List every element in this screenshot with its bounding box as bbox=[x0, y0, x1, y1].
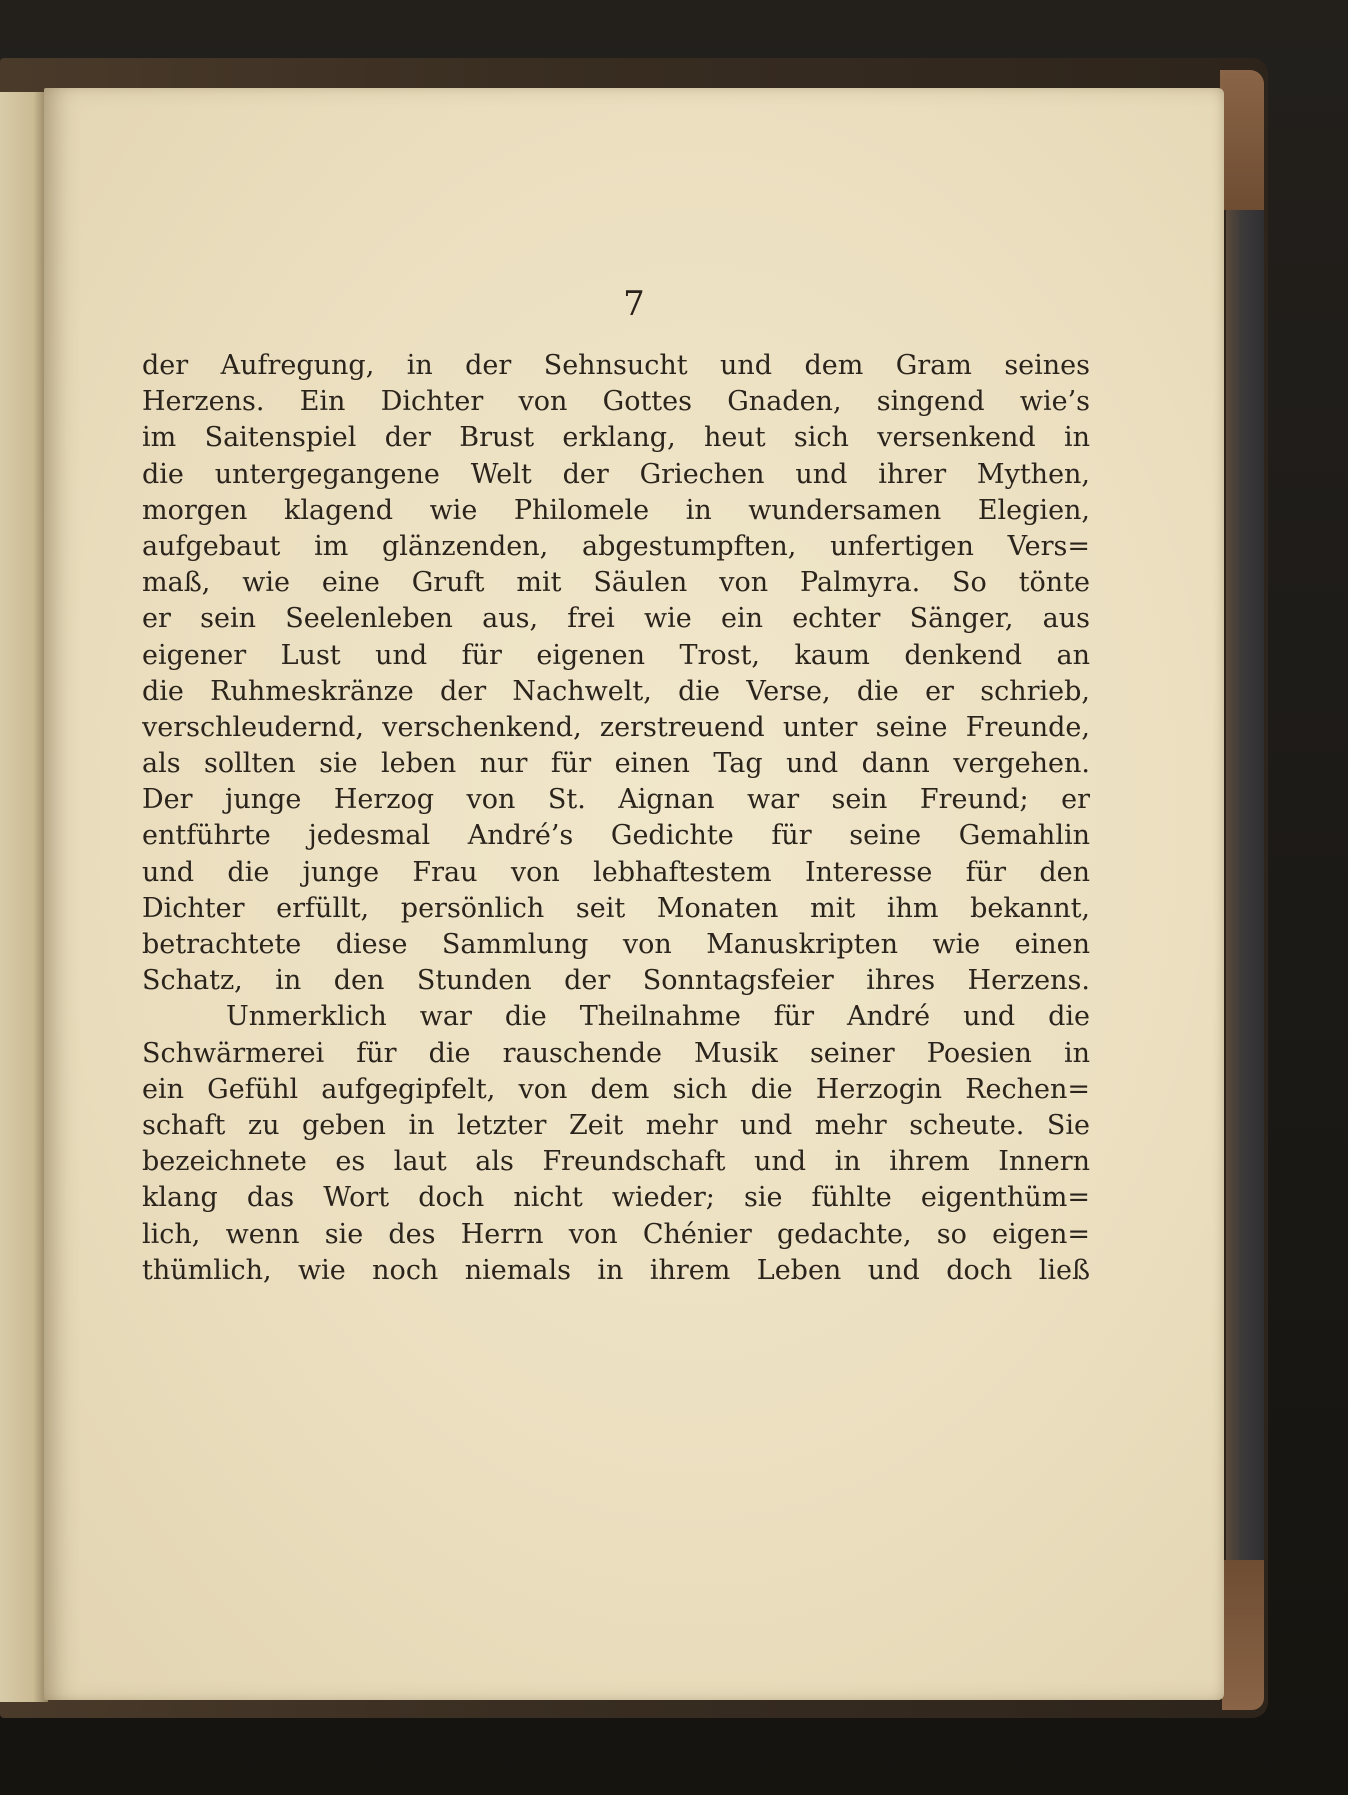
text-line: verschleudernd, verschenkend, zerstreuend unter seine Freunde, bbox=[142, 711, 1090, 743]
text-line: eigener Lust und für eigenen Trost, kaum denkend an bbox=[142, 639, 1090, 671]
text-line: betrachtete diese Sammlung von Manuskripten wie einen bbox=[142, 929, 1090, 960]
text-line: Unmerklich war die Theilnahme für André und die bbox=[226, 1001, 1090, 1033]
text-line: die untergegangene Welt der Griechen und ihrer Mythen, bbox=[142, 458, 1090, 490]
leather-corner-top bbox=[1220, 70, 1264, 210]
text-line: Der junge Herzog von St. Aignan war sein Freund; er bbox=[142, 784, 1090, 816]
book-page bbox=[44, 88, 1224, 1700]
text-line: morgen klagend wie Philomele in wundersamen Elegien, bbox=[142, 494, 1090, 526]
text-line: ein Gefühl aufgegipfelt, von dem sich die Herzogin Rechen= bbox=[142, 1073, 1090, 1105]
page-number: 7 bbox=[623, 284, 645, 324]
text-line: Dichter erfüllt, persönlich seit Monaten mit ihm bekannt, bbox=[142, 892, 1090, 924]
text-line: thümlich, wie noch niemals in ihrem Leben und doch ließ bbox=[142, 1254, 1090, 1286]
text-line: Schwärmerei für die rauschende Musik seiner Poesien in bbox=[142, 1037, 1090, 1069]
leather-corner-bottom bbox=[1222, 1560, 1264, 1710]
text-line: schaft zu geben in letzter Zeit mehr und mehr scheute. Sie bbox=[142, 1109, 1090, 1141]
text-line: bezeichnete es laut als Freundschaft und in ihrem Innern bbox=[142, 1146, 1090, 1178]
text-line: klang das Wort doch nicht wieder; sie fühlte eigenthüm= bbox=[142, 1182, 1090, 1214]
text-line: aufgebaut im glänzenden, abgestumpften, unfertigen Vers= bbox=[142, 530, 1090, 562]
text-line: lich, wenn sie des Herrn von Chénier gedachte, so eigen= bbox=[142, 1218, 1090, 1250]
text-line: im Saitenspiel der Brust erklang, heut sich versenkend in bbox=[142, 422, 1090, 454]
text-line: und die junge Frau von lebhaftestem Interesse für den bbox=[142, 856, 1090, 888]
text-line: Herzens. Ein Dichter von Gottes Gnaden, singend wie’s bbox=[142, 386, 1090, 418]
text-line: entführte jedesmal André’s Gedichte für seine Gemahlin bbox=[142, 820, 1090, 852]
page-text bbox=[142, 348, 1090, 1289]
text-line: als sollten sie leben nur für einen Tag und dann vergehen. bbox=[142, 748, 1090, 780]
book-cover-edge bbox=[1226, 96, 1264, 1696]
text-line: die Ruhmeskränze der Nachwelt, die Verse, die er schrieb, bbox=[142, 675, 1090, 707]
text-line: Schatz, in den Stunden der Sonntagsfeier ihres Herzens. bbox=[142, 965, 1090, 997]
text-line: maß, wie eine Gruft mit Säulen von Palmyra. So tönte bbox=[142, 567, 1090, 599]
text-line: er sein Seelenleben aus, frei wie ein echter Sänger, aus bbox=[142, 603, 1090, 635]
facing-page-edge bbox=[0, 92, 48, 1702]
text-line: der Aufregung, in der Sehnsucht und dem Gram seines bbox=[142, 350, 1090, 381]
